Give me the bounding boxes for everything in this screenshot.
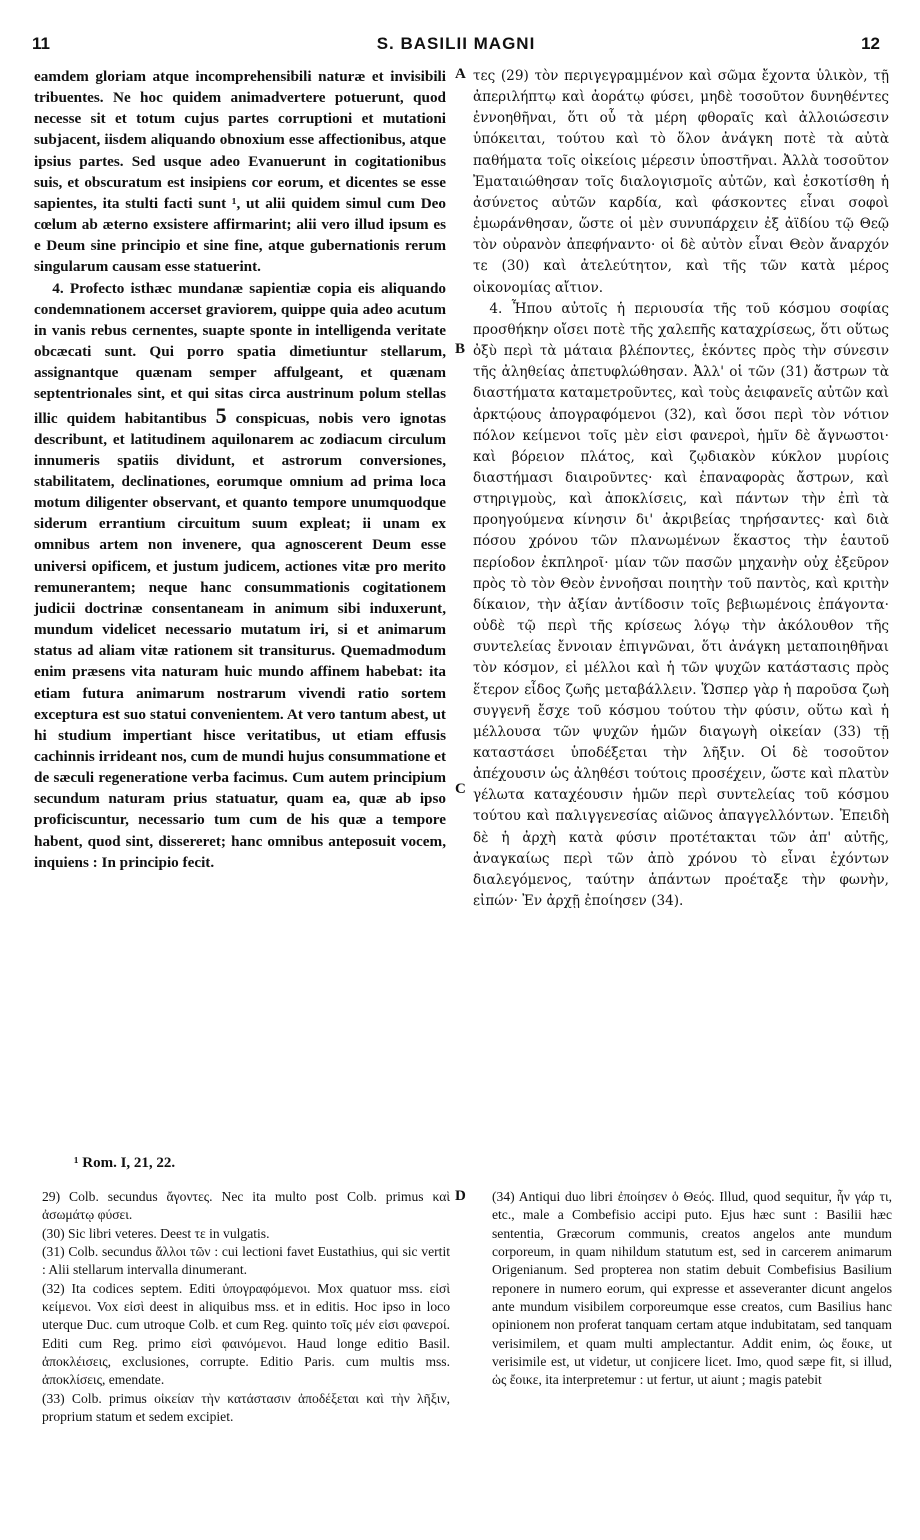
greek-paragraph-1: τες (29) τὸν περιγεγραμμένον καὶ σῶμα ἔχοντα ὑλικὸν, τῇ ἀπεριλήπτῳ καὶ ἀοράτῳ φύσει, μηδὲ τοσοῦτον δυνηθέντες ἐννοηθῆναι, ὅτι οὗ τὰ μέρη φθοραῖς καὶ ἀλλοιώσεσιν ὑπόκειται, τούτου καὶ τὸ ὅλον ἀνάγκη ποτὲ τὰ αὐτὰ παθήματα τοῖς οἰκείοις μέρεσιν ὑποστῆναι. Ἀλλὰ τοσοῦτον Ἐματαιώθησαν τοῖς διαλογισμοῖς αὐτῶν, καὶ ἐσκοτίσθη ἡ ἀσύνετος αὐτῶν καρδία, καὶ φάσκοντες εἶναι σοφοὶ ἐμωράνθησαν, ὥστε οἱ μὲν συνυπάρχειν ἐξ ἀϊδίου τῷ Θεῷ τὸν οὐρανὸν ἀπεφήναντο· οἱ δὲ αὐτὸν εἶναι Θεὸν ἄναρχόν τε (30) καὶ ἀτελεύτητον, καὶ τῆς τῶν κατὰ μέρος οἰκονομίας αἴτιον. (473, 68, 889, 296)
footnote: (32) Ita codices septem. Editi ὑπογραφόμενοι. Mox quatuor mss. εἰσὶ κείμενοι. Vox εἰσὶ deest in aliquibus mss. et in editis. Hoc ipso in loco uterque Duc. cum utroque Colb. et cum Reg. quinto τοῖς μέν εἰσι φανεροί. Editi cum Reg. primo εἰσὶ φαινόμενοι. Haud longe editio Basil. ἀποκλέισεις, exclusiones, corrupte. Editio Paris. cum multis mss. ἀποκλίσεις, emendate. (42, 1280, 450, 1388)
latin-paragraph-2-part-1: 4. Profecto isthæc mundanæ sapientiæ copia eis aliquando condemnationem accerset graviorem, quippe quia adeo acutum in vanis rebus cernentes, suapte sponte in intelligenda veritate obcæcati sunt. Qui porro spatia dimetiuntur stellarum, assignantque quænam semper affulgeant, et quænam septentrionales sint, et qui sitas circa austrinum polum stellas illic quidem habitantibus (34, 279, 446, 427)
section-number: 5 (215, 402, 227, 428)
margin-marker-d: D (455, 1188, 466, 1204)
margin-marker-a: A (455, 66, 466, 82)
running-header (32, 34, 880, 60)
running-title: S. BASILII MAGNI (376, 34, 536, 53)
footnote: 29) Colb. secundus ἄγοντες. Nec ita multo post Colb. primus καὶ ἀσωμάτῳ φύσει. (42, 1189, 450, 1223)
footnote: (30) Sic libri veteres. Deest τε in vulgatis. (42, 1225, 270, 1241)
footnote: (34) Antiqui duo libri ἐποίησεν ὁ Θεός. Illud, quod sequitur, ἦν γάρ τι, etc., male a Combefisio accipi puto. Ejus hæc sunt : Basilii hæc sententia, Græcorum communis, creatos angelos ante mundum corporeum, in quam nihildum statutum est, sed in carcerem animarum Origenianum. Sed propterea non statim debuit Combefisius Basilium reponere in numero eorum, qui expresse et asseveranter dicunt angelos ante mundum visibilem corporeumque esse creatos, cum Basilius hanc opinionem non proferat tanquam certam atque indubitatam, sed tanquam verisimilem, et quam multi amplectantur. Addit enim, ὡς ἔοικε, ut verisimile est, ut videtur, ut conjicere licet. Imo, quod sæpe fit, si illud, ὡς ἔοικε, ita interpretemur : ut fertur, ut aiunt ; magis patebit (492, 1189, 892, 1388)
page-number-right: 12 (861, 34, 880, 53)
footnotes-right (492, 1188, 892, 1390)
greek-column (473, 66, 889, 912)
margin-marker-c: C (455, 781, 466, 797)
latin-paragraph-2 (34, 278, 446, 873)
page-number-left: 11 (32, 34, 50, 53)
margin-marker-b: B (455, 341, 466, 357)
scripture-reference: ¹ Rom. I, 21, 22. (74, 1155, 176, 1171)
footnote: (31) Colb. secundus ἄλλοι τῶν : cui lectioni favet Eustathius, qui sic vertit : Alii stellarum intervalla dinumerant. (42, 1244, 450, 1278)
footnotes-left (42, 1188, 450, 1426)
latin-paragraph-2-part-2: conspicuas, nobis vero ignotas describunt, et latitudinem aquilonarem ac zodiacum circulum innumeris spatiis dividunt, et astrorum conversiones, stabilitatem, declinationes, eorumque omnium ad prima loca motum diligenter observant, et quanto tempore unumquodque siderum errantium circuitum suum expleat; ii unam ex omnibus artem non invenere, qua agnoscerent Deum esse universi opificem, et justum judicem, actiones vitæ pro merito remunerantem; neque hanc consummationis cogitationem judicii doctrinæ consentaneam in animum sibi induxerunt, mundum videlicet necessario mutatum iri, si et animarum status ad aliam vitæ rationem sit transiturus. Quemadmodum enim præsens vita naturam huic mundo affinem habebat: ita etiam futura animarum nostrarum vivendi ratio sortem exceptura est suo statui convenientem. At vero tantum abest, ut hi studium impertiant hisce veritatibus, ut etiam effusis cachinnis irrideant nos, cum de mundi hujus consummatione et de sæculi regeneratione verba facimus. Cum autem principium secundum naturam prius statuatur, quam ea, quæ ab ipso proficiscuntur, necessario tum cum de his quæ a tempore habent, quod sint, dissereret; hanc omnibus anteposuit vocem, inquiens : In principio fecit. (34, 409, 447, 871)
greek-paragraph-2: 4. Ἦπου αὐτοῖς ἡ περιουσία τῆς τοῦ κόσμου σοφίας προσθήκην οἴσει ποτὲ τῆς χαλεπῆς καταχρίσεως, ὅτι οὕτως ὀξὺ περὶ τὰ μάταια βλέποντες, ἑκόντες πρὸς τὴν σύνεσιν τῆς ἀληθείας ἀπετυφλώθησαν. Ἀλλ' οἱ τῶν (31) ἄστρων τὰ διαστήματα καταμετροῦντες, καὶ τοὺς ἀειφανεῖς αὐτῶν καὶ ἀρκτῴους ἀπογραφόμενοι (32), καὶ ὅσοι περὶ τὸν νότιον πόλον κείμενοι τοῖς μὲν εἰσι φανεροὶ, ἡμῖν δὲ ἄγνωστοι· καὶ βόρειον πλάτος, καὶ ζῳδιακὸν κύκλον μυρίοις διαστήμασι διαιροῦντες· καὶ ἐπαναφορὰς ἄστρων, καὶ στηριγμοὺς, καὶ ἀποκλίσεις, καὶ πάντων τὴν ἐπὶ τὰ προηγούμενα κίνησιν δι' ἀκριβείας τηρήσαντες· καὶ διὰ πόσου χρόνου τῶν πλανωμένων ἕκαστος τὴν ἑαυτοῦ περίοδον ἐκπληροῖ· μίαν τῶν πασῶν μηχανὴν οὐχ ἐξεῦρον πρὸς τὸ τὸν Θεὸν ἐννοῆσαι ποιητὴν τοῦ παντὸς, καὶ κριτὴν δίκαιον, τὴν ἀξίαν ἀντίδοσιν τοῖς βεβιωμένοις ἐπάγοντα· οὐδὲ τῷ περὶ τῆς κρίσεως λόγῳ τὴν ἀκόλουθον τῆς συντελείας ἔννοιαν ἐπιγνῶναι, ὅτι ἀνάγκη μεταποιηθῆναι τὸν κόσμον, εἰ μέλλοι καὶ ἡ τῶν ψυχῶν κατάστασις πρὸς ἕτερον εἶδος ζωῆς μεταβάλλειν. Ὥσπερ γὰρ ἡ παροῦσα ζωὴ συγγενῆ ἔσχε τοῦ κόσμου τούτου τὴν φύσιν, οὕτω καὶ ἡ μέλλουσα τῶν ψυχῶν ἡμῶν διαγωγὴ οἰκείαν (33) τῇ καταστάσει ὑποδέξεται τὴν λῆξιν. Οἱ δὲ τοσοῦτον ἀπέχουσιν ὡς ἀληθέσι τούτοις προσέχειν, ὥστε καὶ πλατὺν γέλωτα καταχέουσιν ἡμῶν περὶ συντελείας τοῦ κόσμου τούτου καὶ παλιγγενεσίας αἰῶνος ἀπαγγελλόντων. Ἐπειδὴ δὲ ἡ ἀρχὴ κατὰ φύσιν προτέτακται τῶν ἀπ' αὐτῆς, ἀναγκαίως περὶ τῶν ἀπὸ χρόνου τὸ εἶναι ἐχόντων διαλεγόμενος, ταύτην ἁπάντων προέταξε τὴν φωνὴν, εἰπών· Ἐν ἀρχῇ ἐποίησεν (34). (473, 300, 889, 910)
latin-column (34, 66, 446, 873)
footnote: (33) Colb. primus οἰκείαν τὴν κατάστασιν ἀποδέξεται καὶ τὴν λῆξιν, proprium statum et sedem excipiet. (42, 1390, 450, 1425)
latin-paragraph-1: eamdem gloriam atque incomprehensibili naturæ et invisibili tribuentes. Ne hoc quidem animadvertere potuerunt, quod necesse sit et totum cujus partes corruptioni et mutationi subjacent, iisdem aliquando obnoxium esse affectionibus, atque ipsius partes. Sed usque adeo Evanuerunt in cogitationibus suis, et obscuratum est insipiens cor eorum, et dicentes se esse sapientes, ita stulti facti sunt ¹, ut alii quidem simul cum Deo cœlum ab æterno exsistere affirmarint; alii vero illud ipsum es e Deum sine principio et sine fine, atque gubernationis rerum singularum causam esse statuerint. (34, 68, 446, 276)
